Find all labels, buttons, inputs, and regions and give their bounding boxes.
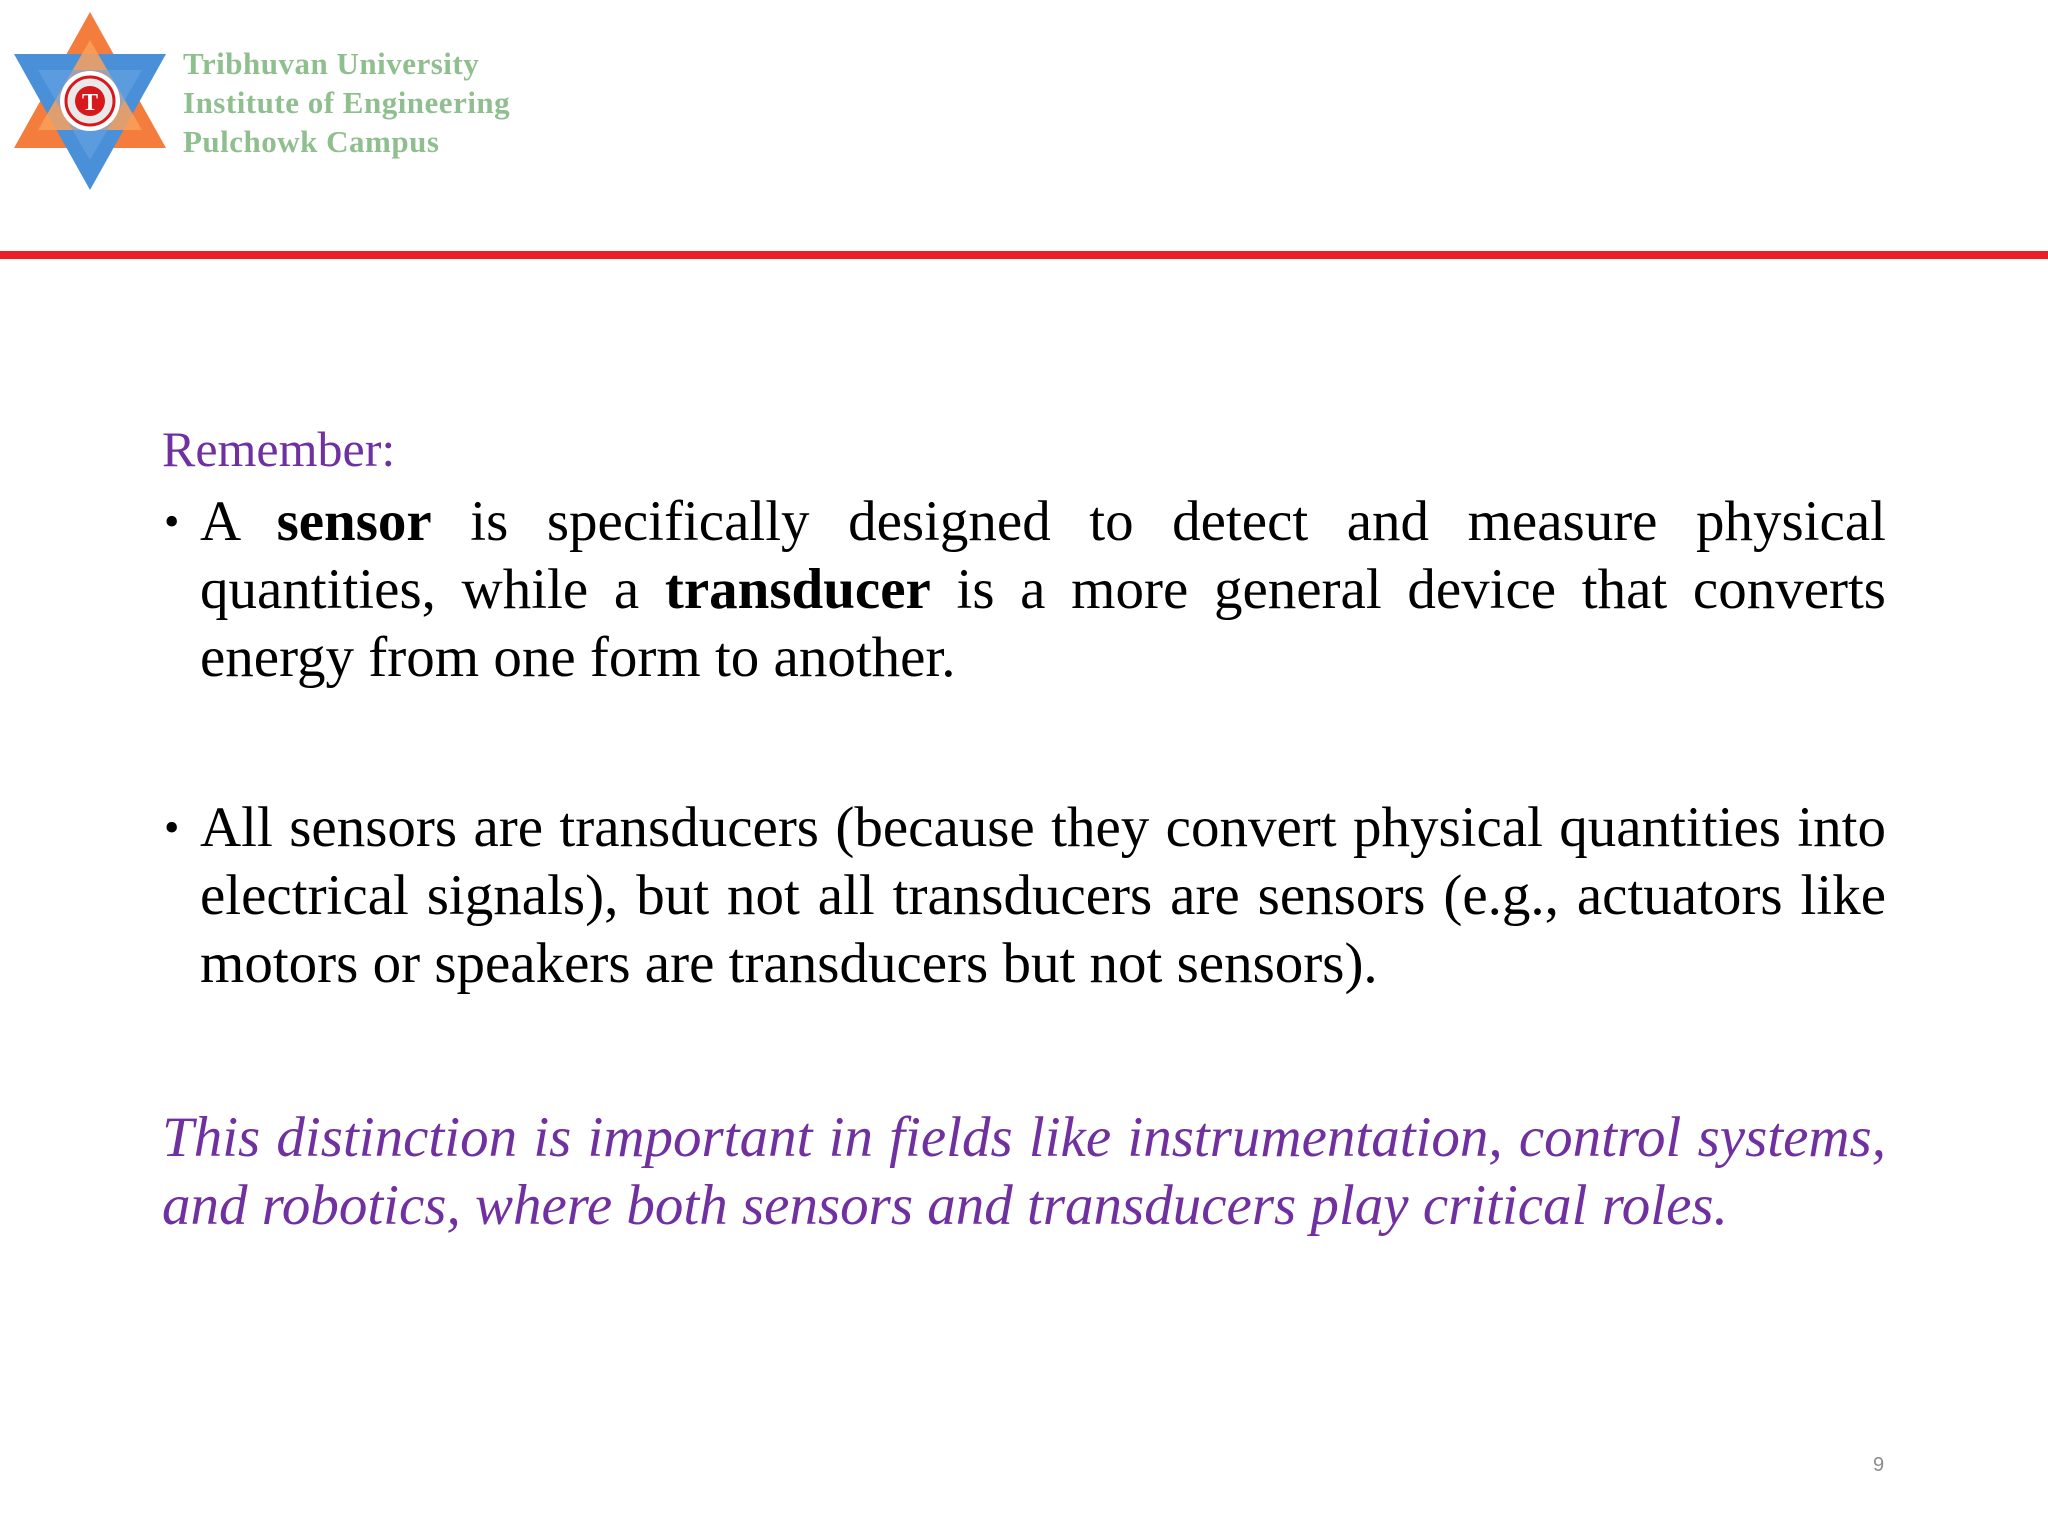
bullet1-text-c: is a more general device that converts energy from one form to another. xyxy=(200,558,1886,689)
logo-letter: T xyxy=(81,90,99,116)
page-number: 9 xyxy=(1873,1454,1885,1476)
bullet-dot: • xyxy=(164,803,180,852)
bullet1-bold-transducer: transducer xyxy=(664,558,931,621)
institution-line-university: Tribhuvan University xyxy=(183,46,480,81)
header-divider xyxy=(0,251,2048,259)
closing-note: This distinction is important in fields like instrumentation, control systems, and robotics, where both sensors and transducers play critical roles. xyxy=(162,1106,1886,1237)
bullet-sensor-definition xyxy=(162,488,1886,692)
bullet1-text-b: is specifically designed to detect and measure physical quantities, while a xyxy=(200,490,1886,621)
slide-header xyxy=(0,0,2048,250)
university-logo xyxy=(10,10,170,192)
bullet-dot: • xyxy=(164,497,180,546)
remember-label: Remember: xyxy=(162,421,396,477)
bullet-sensor-transducer-relation xyxy=(162,794,1886,998)
institution-line-campus: Pulchowk Campus xyxy=(183,124,440,159)
bullet2-text: All sensors are transducers (because they convert physical quantities into electrical signals), but not all transducers are sensors (e.g., actuators like motors or speakers are transducers but not sensors). xyxy=(200,796,1886,995)
institution-line-institute: Institute of Engineering xyxy=(183,85,511,120)
slide-body xyxy=(162,416,1886,1297)
bullet1-text-a: A xyxy=(200,490,277,553)
bullet1-bold-sensor: sensor xyxy=(276,490,432,553)
institution-name xyxy=(183,44,510,161)
